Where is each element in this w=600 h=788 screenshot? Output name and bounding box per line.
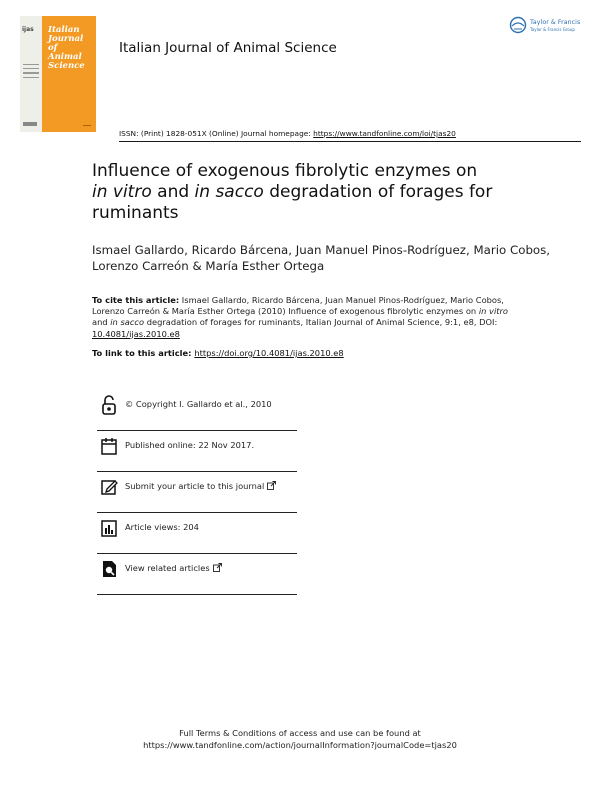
ijas-logo: ijas	[22, 26, 34, 33]
header-divider	[119, 141, 581, 142]
issn-line: ISSN: (Print) 1828-051X (Online) Journal homepage: https://www.tandfonline.com/loi/tjas20	[119, 129, 456, 138]
journal-title[interactable]: Italian Journal of Animal Science	[119, 40, 337, 56]
article-authors: Ismael Gallardo, Ricardo Bárcena, Juan Manuel Pinos-Rodríguez, Mario Cobos, Lorenzo Carreón & María Esther Ortega	[92, 243, 551, 273]
publisher-logo[interactable]	[509, 16, 583, 36]
link-to-article: To link to this article: https://doi.org/10.4081/ijas.2010.e8	[92, 348, 344, 358]
doi-link[interactable]: 10.4081/ijas.2010.e8	[92, 328, 180, 339]
copyright-text: © Copyright I. Gallardo et al., 2010	[125, 399, 272, 409]
footer-terms-link[interactable]: https://www.tandfonline.com/action/journalInformation?journalCode=tjas20	[143, 740, 457, 750]
citation-block: To cite this article: Ismael Gallardo, Ricardo Bárcena, Juan Manuel Pinos-Rodríguez, Mario Cobos, Lorenzo Carreón & María Esther Ortega (2010) Influence of exogenous fibrolytic enzymes on in vitro and in sacco degradation of forages for ruminants, Italian Journal of Animal Science, 9:1, e8, DOI: 10.4081/ijas.2010.e8	[92, 295, 508, 339]
divider	[97, 430, 297, 431]
published-date: Published online: 22 Nov 2017.	[125, 440, 255, 450]
views-row	[97, 518, 297, 554]
divider	[97, 594, 297, 595]
related-row[interactable]	[97, 559, 297, 595]
submit-article-link[interactable]: Submit your article to this journal	[125, 481, 276, 491]
article-url-link[interactable]: https://doi.org/10.4081/ijas.2010.e8	[194, 348, 344, 358]
edit-pencil-icon	[100, 477, 118, 497]
cover-tick	[83, 125, 91, 127]
divider	[97, 471, 297, 472]
article-views: Article views: 204	[125, 522, 199, 532]
citation-label: To cite this article:	[92, 295, 180, 305]
bar-chart-icon	[100, 518, 118, 538]
published-row	[97, 436, 297, 472]
journal-homepage-link[interactable]: https://www.tandfonline.com/loi/tjas20	[313, 129, 456, 138]
cover-lines	[23, 64, 39, 81]
calendar-icon	[100, 436, 118, 456]
submit-row[interactable]	[97, 477, 297, 513]
open-access-lock-icon	[100, 395, 118, 415]
cover-title: Italian Journal of Animal Science	[48, 25, 85, 71]
publisher-name: Taylor & Francis	[530, 19, 581, 26]
cover-foot	[23, 122, 37, 126]
cover-panel	[42, 16, 96, 132]
publisher-globe-icon	[509, 16, 527, 34]
external-link-icon	[267, 481, 276, 490]
divider	[97, 512, 297, 513]
cover-strip	[20, 16, 42, 132]
footer	[0, 727, 600, 751]
external-link-icon	[213, 563, 222, 572]
copyright-row	[97, 395, 297, 431]
view-related-link[interactable]: View related articles	[125, 563, 222, 573]
related-articles-icon	[100, 559, 118, 579]
journal-cover	[20, 16, 96, 132]
article-title: Influence of exogenous fibrolytic enzymes on in vitro and in sacco degradation of forages for ruminants	[92, 161, 493, 223]
publisher-tagline: Taylor & Francis Group	[530, 27, 575, 32]
divider	[97, 553, 297, 554]
footer-terms: Full Terms & Conditions of access and use can be found at	[179, 728, 421, 738]
